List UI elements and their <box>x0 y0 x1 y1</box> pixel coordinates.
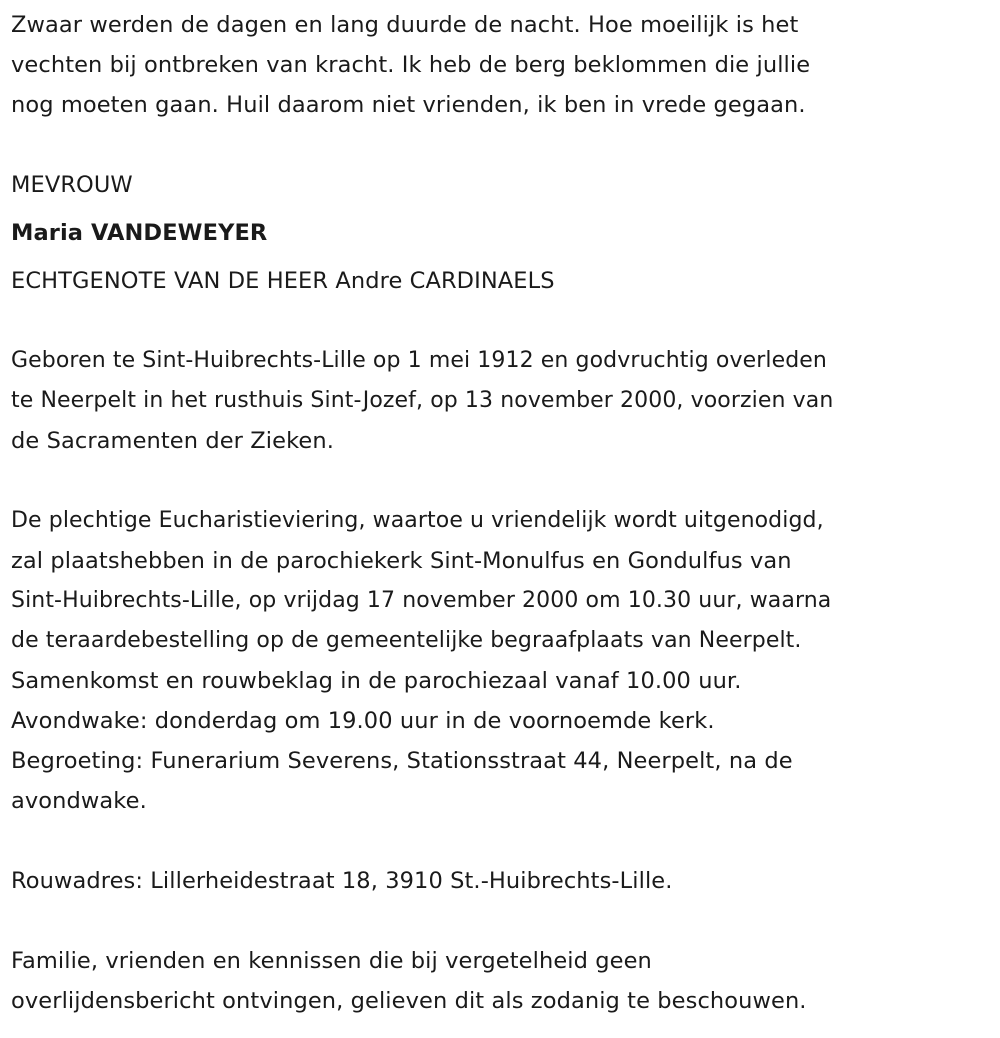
deceased-name: Maria VANDEWEYER <box>11 220 268 246</box>
mourning-address: Rouwadres: Lillerheidestraat 18, 3910 St.-Huibrechts-Lille. <box>11 868 673 894</box>
ceremony-line: Avondwake: donderdag om 19.00 uur in de voornoemde kerk. <box>11 708 715 734</box>
poem-line: Zwaar werden de dagen en lang duurde de nacht. Hoe moeilijk is het <box>11 12 799 38</box>
closing-line: overlijdensbericht ontvingen, gelieven dit als zodanig te beschouwen. <box>11 988 807 1014</box>
poem-line: vechten bij ontbreken van kracht. Ik heb de berg beklommen die jullie <box>11 52 811 78</box>
ceremony-line: avondwake. <box>11 788 147 814</box>
spouse-line: ECHTGENOTE VAN DE HEER Andre CARDINAELS <box>11 268 555 294</box>
ceremony-line: de teraardebestelling op de gemeentelijke begraafplaats van Neerpelt. <box>11 628 802 653</box>
ceremony-line: Sint-Huibrechts-Lille, op vrijdag 17 november 2000 om 10.30 uur, waarna <box>11 588 832 613</box>
birth-death-line: de Sacramenten der Zieken. <box>11 428 334 454</box>
birth-death-line: Geboren te Sint-Huibrechts-Lille op 1 mei 1912 en godvruchtig overleden <box>11 348 827 373</box>
ceremony-line: Begroeting: Funerarium Severens, Stationsstraat 44, Neerpelt, na de <box>11 748 793 774</box>
birth-death-line: te Neerpelt in het rusthuis Sint-Jozef, op 13 november 2000, voorzien van <box>11 388 834 413</box>
ceremony-line: Samenkomst en rouwbeklag in de parochiezaal vanaf 10.00 uur. <box>11 668 742 694</box>
ceremony-line: zal plaatshebben in de parochiekerk Sint-Monulfus en Gondulfus van <box>11 548 792 574</box>
honorific: MEVROUW <box>11 172 133 198</box>
poem-line: nog moeten gaan. Huil daarom niet vrienden, ik ben in vrede gegaan. <box>11 92 806 118</box>
closing-line: Familie, vrienden en kennissen die bij vergetelheid geen <box>11 948 652 974</box>
ceremony-line: De plechtige Eucharistieviering, waartoe u vriendelijk wordt uitgenodigd, <box>11 508 824 533</box>
